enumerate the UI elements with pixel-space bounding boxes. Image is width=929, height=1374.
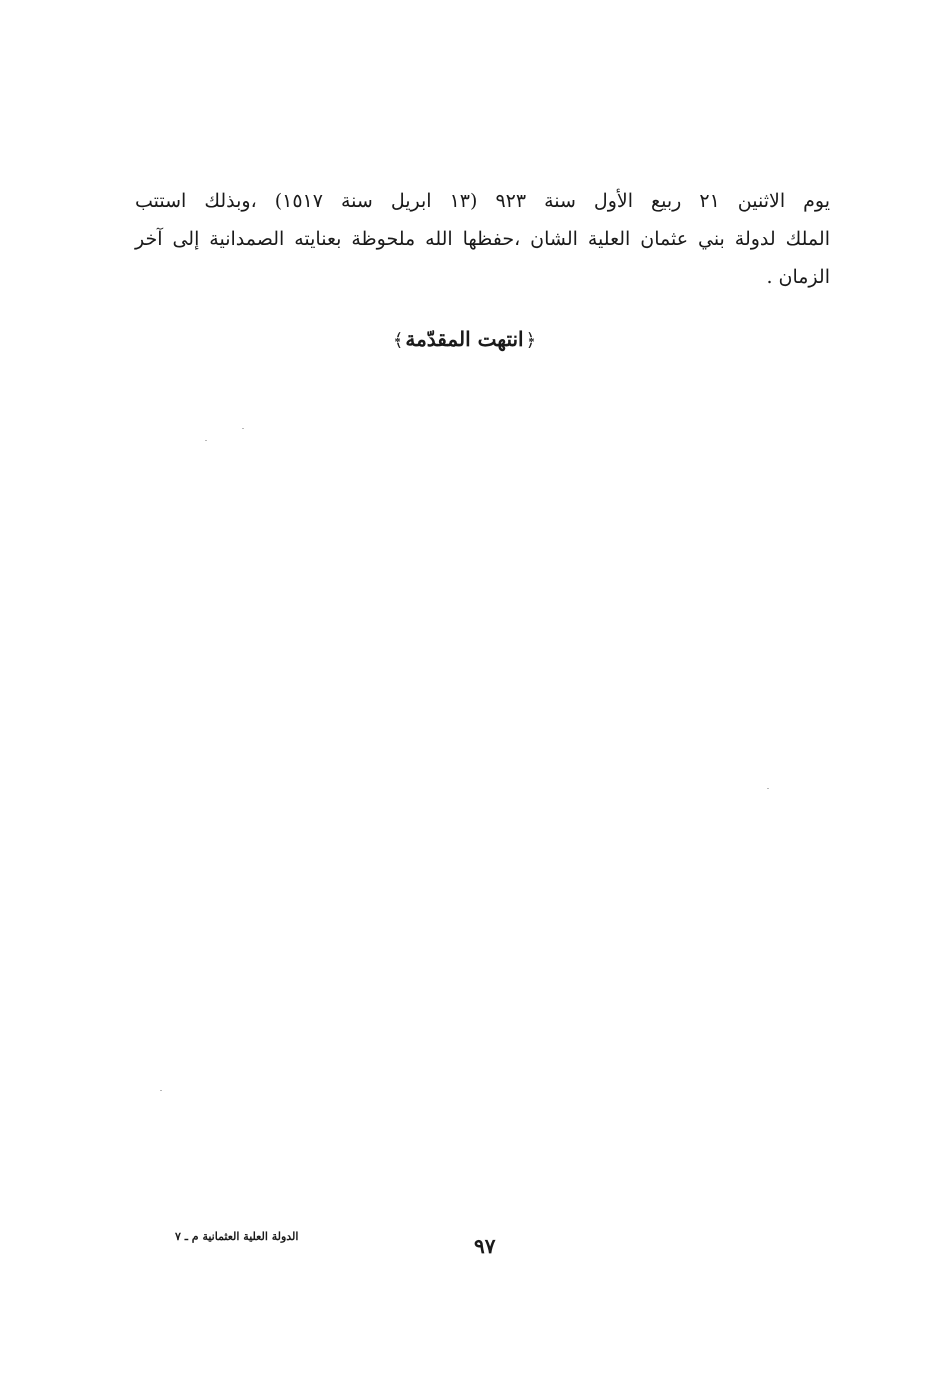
section-end-heading	[0, 324, 929, 356]
scan-speck	[242, 428, 244, 429]
ornament-open-icon: ﴿	[525, 330, 537, 351]
scan-speck	[160, 1090, 162, 1091]
body-paragraph	[135, 182, 830, 296]
ornament-close-icon: ﴾	[392, 330, 404, 351]
heading-text: انتهت المقدّمة	[405, 327, 524, 351]
scan-speck	[205, 440, 207, 441]
body-line: الملك لدولة بني عثمان العلية الشان ،حفظها الله ملحوظة بعنايته الصمدانية إلى آخر	[135, 228, 830, 250]
body-line: الزمان .	[766, 266, 830, 288]
scan-speck	[767, 788, 769, 789]
body-line: يوم الاثنين ٢١ ربيع الأول سنة ٩٢٣ (١٣ ابريل سنة ١٥١٧) ،وبذلك استتب	[135, 190, 831, 212]
page-number: ٩٧	[474, 1234, 496, 1258]
footer-signature: الدولة العلية العثمانية م ـ ٧	[175, 1230, 299, 1243]
